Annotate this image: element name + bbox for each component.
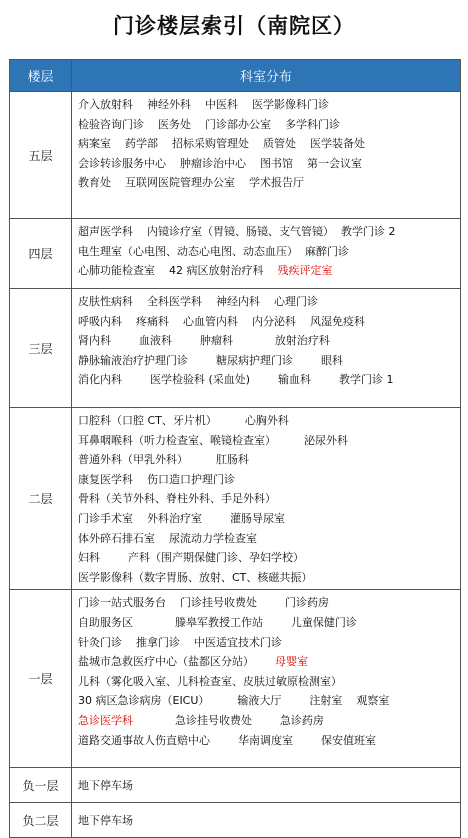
- page-title: 门诊楼层索引（南院区）: [113, 13, 355, 38]
- department-text: 病案室 药学部 招标采购管理处 质管处 医学装备处: [78, 137, 365, 151]
- department-text: 门诊一站式服务台 门诊挂号收费处 门诊药房: [78, 596, 329, 610]
- department-line: [78, 711, 460, 731]
- department-line: [78, 613, 460, 633]
- department-line: [78, 509, 460, 529]
- department-line: [78, 431, 460, 451]
- department-line: [78, 115, 460, 135]
- department-text: 地下停车场: [78, 813, 133, 827]
- header-departments: 科室分布: [72, 60, 461, 92]
- department-text: 体外碎石排石室 尿流动力学检查室: [78, 531, 257, 545]
- floor-label: 五层: [10, 92, 72, 219]
- department-text: 消化内科 医学检验科 (采血处) 输血科 教学门诊 1: [78, 373, 394, 387]
- department-line: [78, 731, 460, 751]
- floor-label: 三层: [10, 289, 72, 408]
- department-line: [78, 593, 460, 613]
- department-line: [78, 242, 460, 262]
- department-text: 呼吸内科 疼痛科 心血管内科 内分泌科 风湿免疫科: [78, 314, 365, 328]
- department-text: 30 病区急诊病房（EICU） 输液大厅 注射室 观察室: [78, 694, 390, 708]
- table-header-row: [10, 60, 461, 92]
- department-text: 介入放射科 神经外科 中医科 医学影像科门诊: [78, 98, 329, 111]
- floor-label: 一层: [10, 590, 72, 768]
- department-line: [78, 312, 460, 332]
- department-line: [78, 652, 460, 672]
- department-line: [78, 672, 460, 692]
- department-line: [78, 691, 460, 711]
- department-text: 儿科（雾化吸入室、儿科检查室、皮肤过敏原检测室）: [78, 674, 342, 688]
- department-line: [78, 222, 460, 242]
- department-text: 电生理室（心电图、动态心电图、动态血压） 麻醉门诊: [78, 244, 349, 258]
- department-text: 检验咨询门诊 医务处 门诊部办公室 多学科门诊: [78, 117, 340, 131]
- department-list: [72, 590, 461, 768]
- department-list: [72, 408, 461, 590]
- department-list: [72, 803, 461, 838]
- floor-label: 四层: [10, 219, 72, 289]
- department-text: 口腔科（口腔 CT、牙片机） 心胸外科: [78, 414, 289, 427]
- table-row: [10, 219, 461, 289]
- header-floor: 楼层: [10, 60, 72, 92]
- department-list: [72, 289, 461, 408]
- department-text: 道路交通事故人伤直赔中心 华南调度室 保安值班室: [78, 733, 376, 747]
- table-body: [10, 92, 461, 838]
- floor-label: 负二层: [10, 803, 72, 838]
- floor-index-table: [9, 59, 461, 838]
- department-line: [78, 548, 460, 568]
- department-text: 会诊转诊服务中心 肿瘤诊治中心 图书馆 第一会议室: [78, 156, 362, 170]
- department-text: 教育处 互联网医院管理办公室 学术报告厅: [78, 176, 304, 190]
- department-text: 地下停车场: [78, 778, 133, 792]
- department-line: [78, 351, 460, 371]
- department-text: 医学影像科（数字胃肠、放射、CT、核磁共振）: [78, 570, 313, 584]
- floor-label: 负一层: [10, 768, 72, 803]
- table-row: [10, 289, 461, 408]
- department-line: [78, 411, 460, 431]
- department-text: 骨科（关节外科、脊柱外科、手足外科）: [78, 492, 276, 506]
- table-row: [10, 590, 461, 768]
- department-text: 超声医学科 内镜诊疗室（胃镜、肠镜、支气管镜） 教学门诊 2: [78, 225, 396, 238]
- table-row: [10, 768, 461, 803]
- table-row: [10, 803, 461, 838]
- department-line: [78, 489, 460, 509]
- department-line: [78, 811, 460, 831]
- department-text: 妇科 产科（围产期保健门诊、孕妇学校）: [78, 551, 304, 565]
- floor-label: 二层: [10, 408, 72, 590]
- department-line: [78, 95, 460, 115]
- department-line: [78, 261, 460, 281]
- department-text: 盐城市急救医疗中心（盐都区分站）: [78, 655, 275, 669]
- table-row: [10, 408, 461, 590]
- department-line: [78, 370, 460, 390]
- department-list: [72, 219, 461, 289]
- department-line: [78, 134, 460, 154]
- department-text: 皮肤性病科 全科医学科 神经内科 心理门诊: [78, 295, 318, 308]
- department-text: 康复医学科 伤口造口护理门诊: [78, 472, 235, 486]
- department-line: [78, 529, 460, 549]
- department-text: 针灸门诊 推拿门诊 中医适宜技术门诊: [78, 635, 282, 649]
- department-list: [72, 768, 461, 803]
- department-line: [78, 776, 460, 796]
- department-text: 肾内科 血液科 肿瘤科 放射治疗科: [78, 334, 330, 348]
- department-text: 普通外科（甲乳外科） 肛肠科: [78, 453, 249, 467]
- department-line: [78, 568, 460, 588]
- department-line: [78, 292, 460, 312]
- highlighted-department: 母婴室: [274, 655, 308, 669]
- department-text: 静脉输液治疗护理门诊 糖尿病护理门诊 眼科: [78, 353, 343, 367]
- department-text: 心肺功能检查室 42 病区放射治疗科: [78, 264, 278, 278]
- department-text: 耳鼻咽喉科（听力检查室、喉镜检查室） 泌尿外科: [78, 433, 348, 447]
- department-line: [78, 450, 460, 470]
- highlighted-department: 急诊医学科: [78, 713, 133, 727]
- table-row: [10, 92, 461, 219]
- department-text: 门诊手术室 外科治疗室 灌肠导尿室: [78, 511, 285, 525]
- department-line: [78, 173, 460, 193]
- department-line: [78, 154, 460, 174]
- department-text: 自助服务区 滕皋军教授工作站 儿童保健门诊: [78, 615, 357, 629]
- department-line: [78, 633, 460, 653]
- highlighted-department: 残疾评定室: [277, 264, 333, 278]
- department-line: [78, 331, 460, 351]
- department-text: 急诊挂号收费处 急诊药房: [133, 713, 324, 727]
- department-line: [78, 470, 460, 490]
- department-list: [72, 92, 461, 219]
